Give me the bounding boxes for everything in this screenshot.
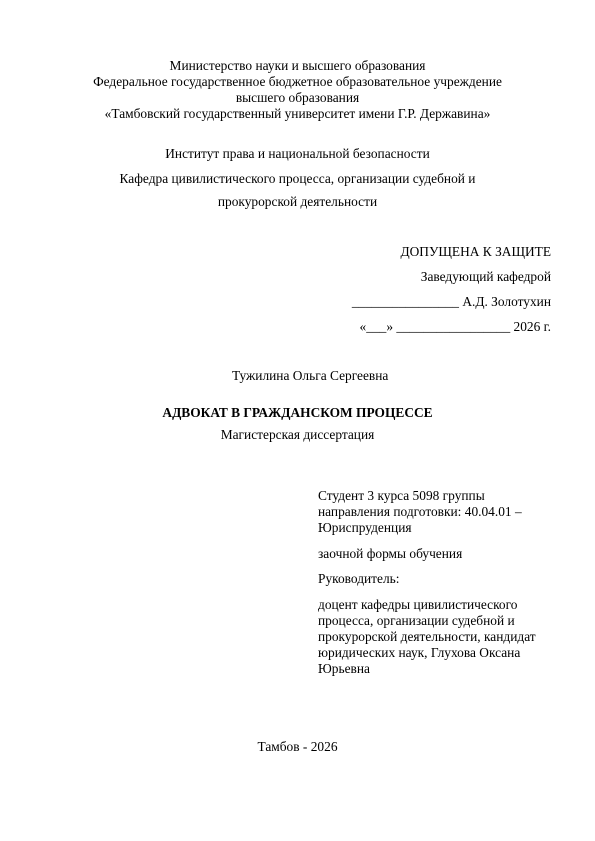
admitted-heading: ДОПУЩЕНА К ЗАЩИТЕ [400, 244, 551, 259]
supervisor-details: доцент кафедры цивилистического процесса, организации судебной и прокурорской деятельности, кандидат юридических наук, Глухова Оксана Юрьевна [318, 597, 536, 676]
institution-line-2: высшего образования [235, 90, 360, 105]
thesis-type: Магистерская диссертация [220, 427, 375, 442]
thesis-title: АДВОКАТ В ГРАЖДАНСКОМ ПРОЦЕССЕ [162, 405, 433, 420]
department-line-1: Кафедра цивилистического процесса, организации судебной и [119, 171, 476, 186]
department-line-2: прокурорской деятельности [217, 194, 378, 209]
head-signature-line: ________________ А.Д. Золотухин [351, 294, 551, 309]
institute-name: Институт права и национальной безопасности [165, 146, 430, 161]
study-form: заочной формы обучения [318, 546, 463, 561]
supervisor-label: Руководитель: [318, 571, 400, 586]
approval-date-line: «___» _________________ 2026 г. [359, 319, 551, 334]
institution-line-1: Федеральное государственное бюджетное образовательное учреждение [93, 74, 502, 89]
university-name: «Тамбовский государственный университет имени Г.Р. Державина» [104, 106, 491, 121]
city-year: Тамбов - 2026 [257, 739, 338, 754]
student-course-group: Студент 3 курса 5098 группы направления подготовки: 40.04.01 – Юриспруденция [318, 488, 522, 535]
ministry-line: Министерство науки и высшего образования [169, 58, 426, 73]
head-of-department-title: Заведующий кафедрой [420, 269, 551, 284]
author-name: Тужилина Ольга Сергеевна [232, 368, 389, 383]
